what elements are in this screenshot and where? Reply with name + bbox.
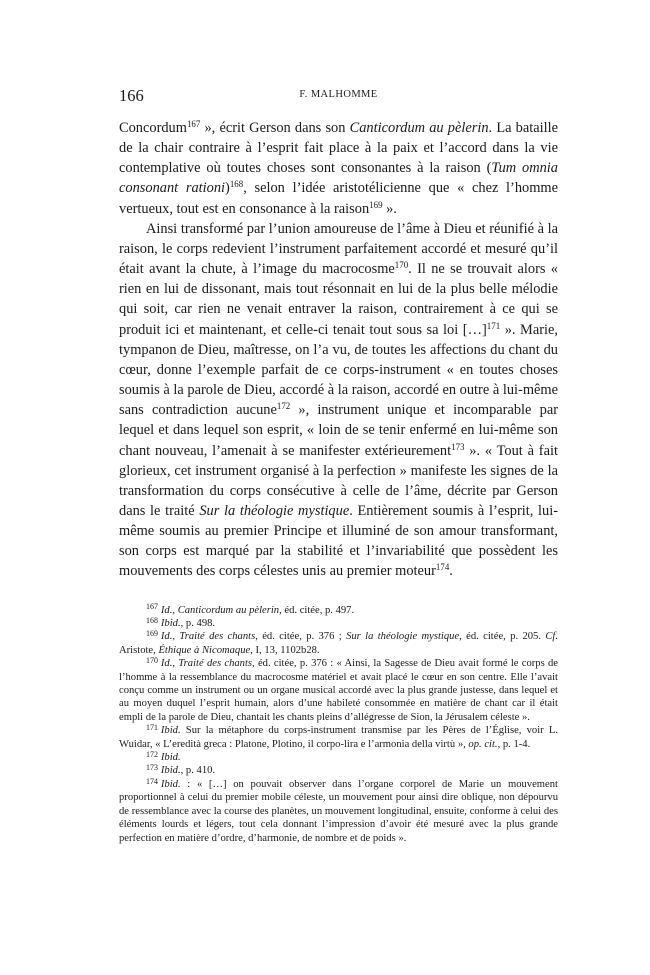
text: : « […] on pouvait observer dans l’organe corporel de Marie un mouvement proportionnel à celui du premier mobile céleste, un mouvement pour ainsi dire oblique, non dépourvu de ressemblance avec la course des planètes, un mouvement longitudinal, ensuite, conforme à celui des éléments lourds et légers, tout cela donnant l’impression d’avoir été mesuré avec la plus grande perfection en matière d’ordre, d’harmonie, de nombre et de poids ». [119, 778, 558, 844]
footnote-ref-173: 173 [451, 441, 465, 452]
footnote-number: 173 [146, 763, 158, 773]
italic: Sur la théologie mystique [346, 631, 460, 643]
italic: Ibid. [160, 725, 181, 737]
title-italic: Sur la théologie mystique [199, 502, 350, 519]
footnote-ref-168: 168 [229, 179, 244, 190]
italic: Ibid. [160, 618, 181, 629]
italic: Id. [160, 631, 173, 643]
footnote-ref-172: 172 [276, 401, 291, 412]
footnote-ref-169: 169 [369, 199, 383, 210]
italic: Id. [160, 658, 173, 670]
italic: op. cit. [468, 738, 498, 750]
footnote-172 [119, 751, 558, 764]
latin-italic: Tum omnia consonant rationi [119, 160, 558, 197]
text: , éd. citée, p. 376 ; [255, 631, 347, 643]
text: Ainsi transformé par l’union amoureuse de l’âme à Dieu et réunifié à la raison, le corps redevient l’instrument parfaitement accordé et mesuré qu’il était avant la chute, à l’image du macrocosme [119, 220, 558, 278]
text: , I, 13, 1102b28. [250, 644, 320, 656]
footnote-ref-174: 174 [435, 562, 450, 573]
text: , éd. citée, p. 205. [459, 631, 546, 643]
footnote-ref-171: 171 [486, 320, 501, 331]
text: , éd. citée, p. 497. [279, 604, 355, 616]
text: ». « Tout à fait glorieux, cet instrument organisé à la perfection » manifeste les signes de la transformation du corps consécutive à celle de l’âme, décrite par Gerson dans le traité [119, 442, 558, 519]
footnote-169 [119, 630, 558, 657]
italic: Id. [160, 604, 173, 616]
footnotes [119, 604, 558, 845]
text: , [172, 631, 180, 643]
text: . [449, 563, 453, 580]
page-header [119, 86, 558, 108]
text: Sur la métaphore du corps-instrument transmise par les Pères de l’Église, voir L. Wuidar, « L’eredità greca : Platone, Plotino, il corpo-lira e l’armonia della virtù », [119, 725, 558, 750]
text: , [172, 604, 178, 616]
text: ) [225, 180, 230, 197]
footnote-number: 169 [146, 629, 158, 639]
footnote-171 [119, 724, 558, 751]
text: ». [382, 200, 397, 217]
paragraph-2 [119, 219, 558, 582]
footnote-ref-170: 170 [394, 260, 409, 271]
italic: Traité des chants [179, 631, 256, 643]
text: Aristote, [119, 644, 159, 656]
book-page [119, 86, 558, 845]
italic: Éthique à Nicomaque [158, 644, 251, 656]
footnote-ref-167: 167 [186, 119, 201, 130]
footnote-number: 167 [146, 602, 158, 612]
italic: Traité des chants [178, 658, 253, 670]
footnote-number: 174 [146, 776, 158, 786]
running-head: F. MALHOMME [299, 89, 378, 100]
italic: Ibid. [160, 778, 181, 790]
text: . La bataille de la chair contraire à l’esprit fait place à la paix et l’accord dans la vie contemplative où toutes choses sont consonantes à la raison ( [119, 120, 559, 177]
footnote-number: 171 [146, 723, 158, 733]
text: ». Marie, tympanon de Dieu, maîtresse, on l’a vu, de toutes les affections du chant du cœur, donne l’exemple parfait de ce corps-instrument « en toutes choses soumis à la parole de Dieu, accordé à la raison, accordé en outre à lui-même sans contradiction aucune [119, 321, 558, 419]
italic: Ibid. [160, 765, 181, 777]
footnote-167 [119, 604, 558, 617]
italic: Ibid. [160, 752, 181, 764]
footnote-170 [119, 657, 558, 724]
footnote-173 [119, 764, 558, 777]
text: », instrument unique et incomparable par lequel et dans lequel son esprit, « loin de se tenir enfermé en lui-même son chant nouveau, l’amenait à se manifester extérieurement [119, 402, 558, 459]
text: . Il ne se trouvait alors « rien en lui de dissonant, mais tout résonnait en lui de la plus belle mélodie qui soit, car rien ne venait entraver la raison, contrairement à ce qui se produit ici et maintenant, et celle-ci tenait tout sous sa loi […] [119, 261, 558, 338]
text: , [172, 658, 179, 670]
footnote-number: 168 [146, 615, 158, 625]
text: », écrit Gerson dans son [200, 120, 350, 136]
text: , p. 1-4. [497, 738, 531, 750]
italic: Cf. [545, 631, 559, 643]
page-number: 166 [119, 86, 144, 105]
italic: Canticordum au pèlerin [177, 604, 280, 616]
footnote-number: 170 [146, 656, 158, 666]
title-italic: Canticordum au pèlerin [349, 120, 489, 136]
text: . Entièrement soumis à l’esprit, lui-même soumis au premier Principe et illuminé de son amour transformant, son corps est marqué par la stabilité et l’invariabilité que possèdent les mouvements des corps célestes unis au premier moteur [119, 502, 558, 580]
footnote-168 [119, 617, 558, 630]
text: , selon l’idée aristotélicienne que « chez l’homme vertueux, tout est en consonance à la raison [119, 180, 559, 217]
text: , éd. citée, p. 376 : « Ainsi, la Sagesse de Dieu avait formé le corps de l’homme à la ressemblance du macrocosme matériel et avait placé le cœur en son centre. Elle l’avait conçu comme un instrument ou un organe musical accordé avec la plus grande justesse, dans lequel et au moyen duquel l’esprit humain, alors d’une habileté consommée en matière de chant car il était empli de la parole de Dieu, chantait les chants pleins d’allégresse de Sion, la Jérusalem céleste ». [119, 658, 558, 723]
text: , p. 410. [180, 765, 216, 777]
paragraph-1 [119, 118, 558, 219]
footnote-174 [119, 778, 558, 845]
text: , p. 498. [180, 618, 216, 629]
main-text [119, 118, 558, 582]
footnote-number: 172 [146, 749, 158, 759]
text: Concordum [119, 120, 187, 136]
